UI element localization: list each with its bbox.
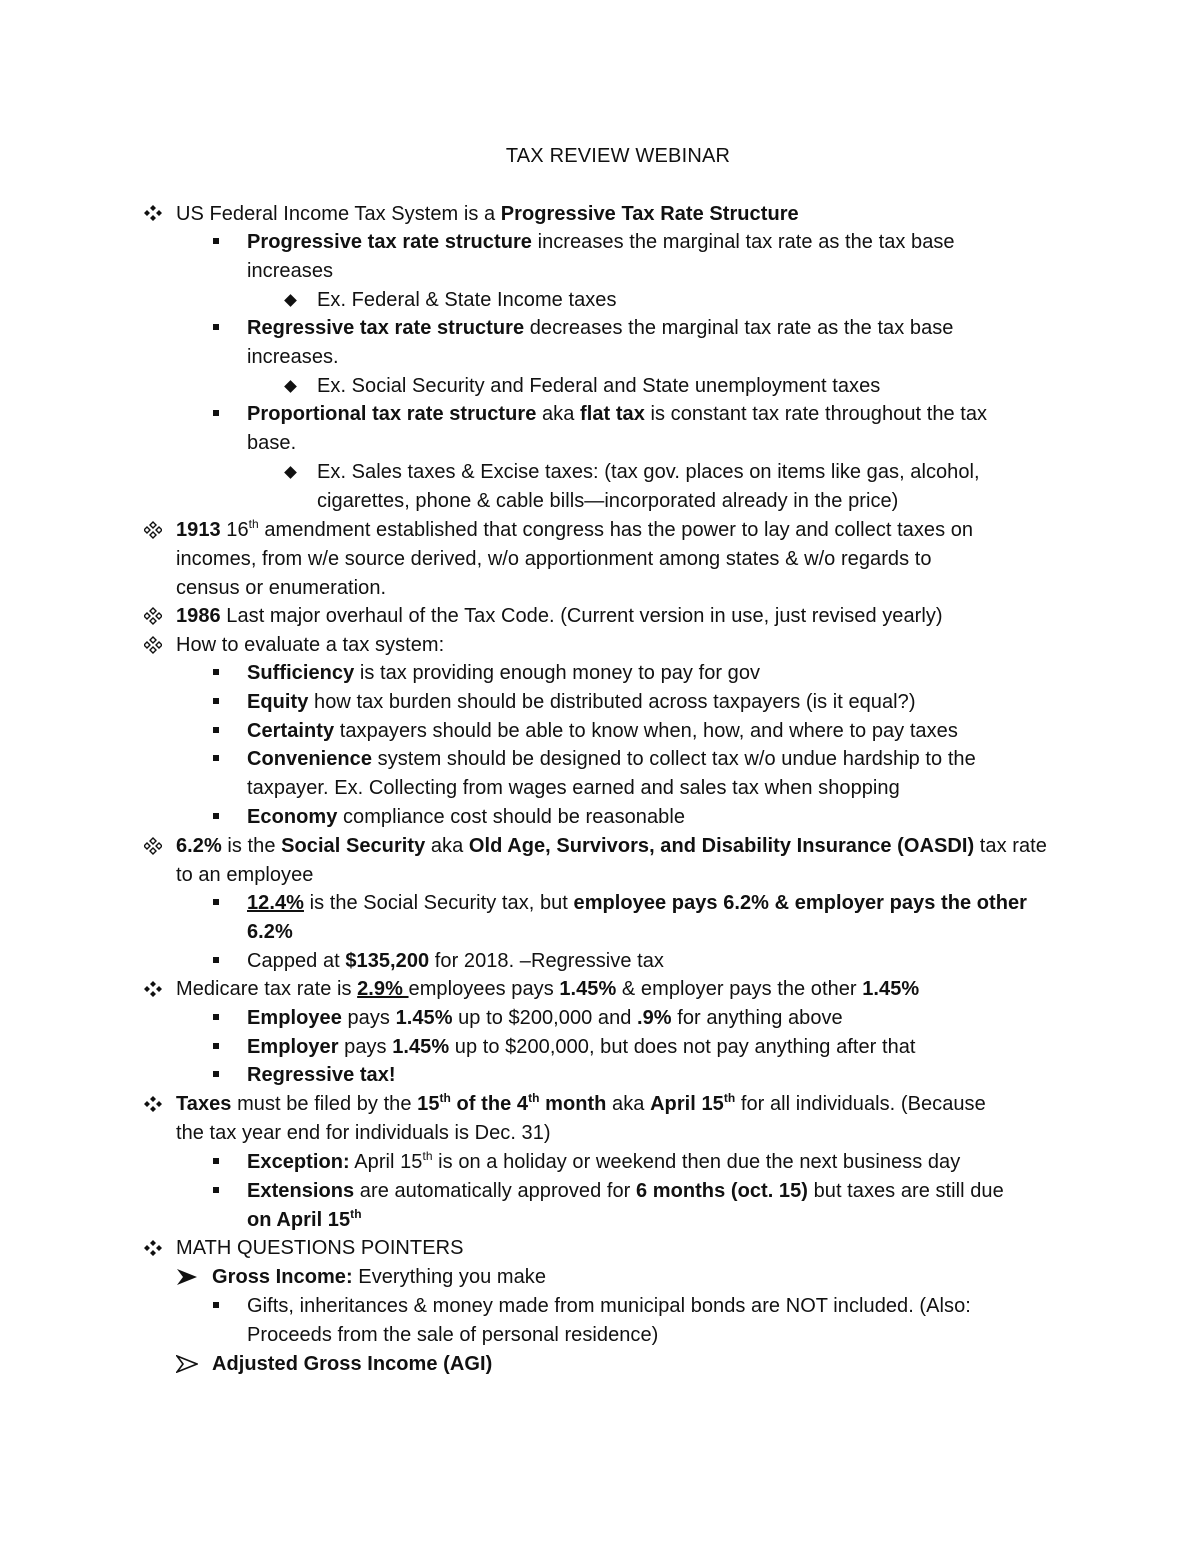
list-item: 1913 16th amendment established that congress has the power to lay and collect taxes on: [176, 517, 974, 541]
list-item: 12.4% is the Social Security tax, but employee pays 6.2% & employer pays the other: [247, 892, 1028, 914]
list-item: Equity how tax burden should be distributed across taxpayers (is it equal?): [247, 691, 916, 713]
four-diamond-icon: [144, 980, 162, 998]
diamond-bullet-icon: [284, 294, 297, 307]
square-bullet-icon: [213, 957, 219, 963]
arrowhead-bullet-icon: [176, 1268, 198, 1286]
list-item-continued: 6.2%: [247, 921, 293, 943]
list-item: Gifts, inheritances & money made from municipal bonds are NOT included. (Also:: [247, 1295, 971, 1317]
list-item: Capped at $135,200 for 2018. –Regressive tax: [247, 950, 664, 972]
list-item-continued: the tax year end for individuals is Dec. 31): [176, 1122, 551, 1144]
square-bullet-icon: [213, 324, 219, 330]
four-diamond-icon: [144, 1095, 162, 1113]
diamond-bullet-icon: [284, 466, 297, 479]
list-item-continued: increases: [247, 260, 334, 282]
list-item: Convenience system should be designed to collect tax w/o undue hardship to the: [247, 748, 976, 770]
four-diamond-outline-icon: [144, 636, 162, 654]
square-bullet-icon: [213, 1187, 219, 1193]
square-bullet-icon: [213, 1158, 219, 1164]
square-bullet-icon: [213, 1302, 219, 1308]
list-item: Extensions are automatically approved for 6 months (oct. 15) but taxes are still due: [247, 1180, 1004, 1202]
list-item-continued: on April 15th: [247, 1207, 362, 1231]
square-bullet-icon: [213, 813, 219, 819]
section-heading: MATH QUESTIONS POINTERS: [176, 1237, 464, 1259]
list-item-continued: cigarettes, phone & cable bills—incorporated already in the price): [317, 490, 899, 512]
list-item: Sufficiency is tax providing enough money to pay for gov: [247, 662, 761, 684]
diamond-bullet-icon: [284, 380, 297, 393]
list-item: How to evaluate a tax system:: [176, 634, 445, 656]
arrowhead-bullet-icon: [176, 1355, 198, 1373]
list-item: US Federal Income Tax System is a Progressive Tax Rate Structure: [176, 203, 799, 225]
square-bullet-icon: [213, 1043, 219, 1049]
list-item-continued: incomes, from w/e source derived, w/o apportionment among states & w/o regards to: [176, 548, 932, 570]
list-item: Certainty taxpayers should be able to know when, how, and where to pay taxes: [247, 720, 958, 742]
four-diamond-outline-icon: [144, 607, 162, 625]
list-item: Employee pays 1.45% up to $200,000 and .9% for anything above: [247, 1007, 843, 1029]
four-diamond-outline-icon: [144, 521, 162, 539]
list-item-continued: increases.: [247, 346, 339, 368]
four-diamond-icon: [144, 204, 162, 222]
square-bullet-icon: [213, 410, 219, 416]
four-diamond-icon: [144, 1239, 162, 1257]
list-item: 1986 Last major overhaul of the Tax Code. (Current version in use, just revised yearly): [176, 605, 943, 627]
square-bullet-icon: [213, 698, 219, 704]
list-item: Gross Income: Everything you make: [212, 1266, 547, 1288]
list-item: Regressive tax rate structure decreases the marginal tax rate as the tax base: [247, 317, 954, 339]
list-item: Progressive tax rate structure increases the marginal tax rate as the tax base: [247, 231, 955, 253]
list-item: Proportional tax rate structure aka flat tax is constant tax rate throughout the tax: [247, 403, 988, 425]
list-item: Ex. Federal & State Income taxes: [317, 289, 617, 311]
list-item: Ex. Sales taxes & Excise taxes: (tax gov. places on items like gas, alcohol,: [317, 461, 980, 483]
square-bullet-icon: [213, 669, 219, 675]
list-item: Ex. Social Security and Federal and State unemployment taxes: [317, 375, 881, 397]
square-bullet-icon: [213, 727, 219, 733]
list-item-continued: Proceeds from the sale of personal residence): [247, 1324, 659, 1346]
list-item: Taxes must be filed by the 15th of the 4th month aka April 15th for all individuals. (Because: [176, 1091, 986, 1115]
list-item-continued: taxpayer. Ex. Collecting from wages earned and sales tax when shopping: [247, 777, 900, 799]
page-title: TAX REVIEW WEBINAR: [505, 145, 731, 167]
list-item: Employer pays 1.45% up to $200,000, but does not pay anything after that: [247, 1036, 916, 1058]
square-bullet-icon: [213, 1071, 219, 1077]
square-bullet-icon: [213, 899, 219, 905]
list-item-continued: to an employee: [176, 864, 314, 886]
list-item: Exception: April 15th is on a holiday or weekend then due the next business day: [247, 1149, 961, 1173]
four-diamond-outline-icon: [144, 837, 162, 855]
list-item-continued: census or enumeration.: [176, 577, 387, 599]
list-item: Economy compliance cost should be reasonable: [247, 806, 685, 828]
square-bullet-icon: [213, 755, 219, 761]
list-item: 6.2% is the Social Security aka Old Age, Survivors, and Disability Insurance (OASDI) tax rate: [176, 835, 1047, 857]
list-item-continued: base.: [247, 432, 297, 454]
square-bullet-icon: [213, 1014, 219, 1020]
square-bullet-icon: [213, 238, 219, 244]
list-item: Adjusted Gross Income (AGI): [212, 1353, 493, 1375]
list-item: Regressive tax!: [247, 1064, 396, 1086]
list-item: Medicare tax rate is 2.9% employees pays 1.45% & employer pays the other 1.45%: [176, 978, 920, 1000]
